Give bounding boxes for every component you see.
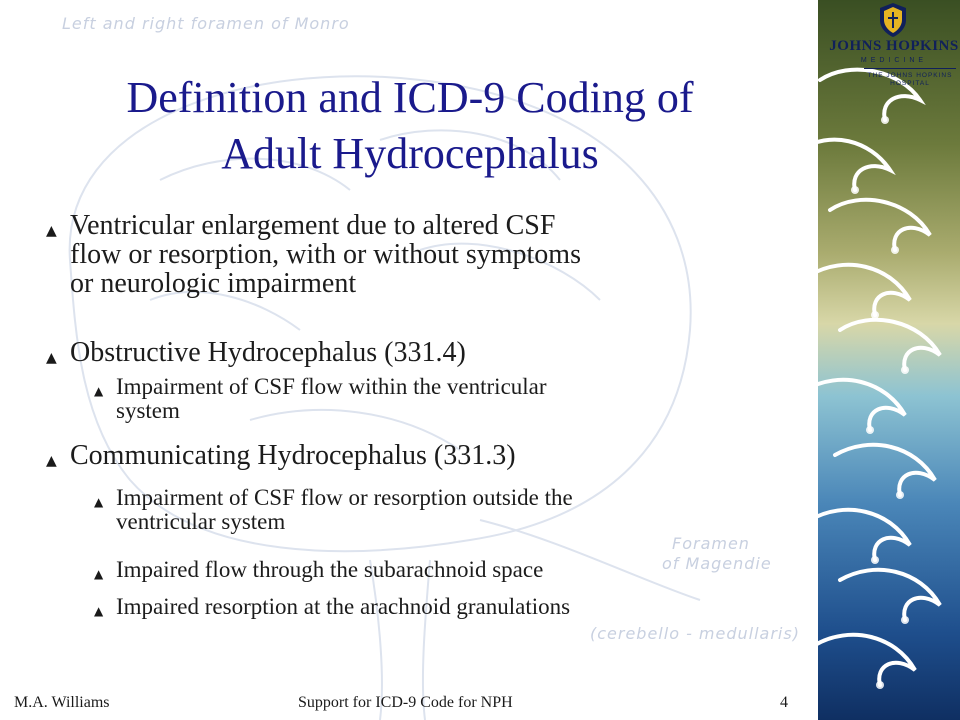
logo-hospital-line1: THE JOHNS HOPKINS [867,72,953,79]
footer-page-number: 4 [780,694,788,711]
johns-hopkins-logo [828,0,960,100]
wave-illustration [790,60,960,720]
bullet-line: ventricular system [116,509,286,534]
footer-title: Support for ICD-9 Code for NPH [298,694,513,711]
logo-hospital [864,72,956,88]
bg-label-magendie: of Magendie [662,554,772,573]
logo-hospital-line2: HOSPITAL [890,80,930,87]
bullet-line: Impairment of CSF flow within the ventricular [116,374,547,399]
bg-label-cerebello: (cerebello - medullaris) [590,624,800,643]
bullet-triangle-icon: ▲ [46,350,57,366]
bullet-line: Impaired resorption at the arachnoid granulations [116,594,571,619]
bullet-line: Communicating Hydrocephalus (331.3) [70,440,516,471]
bullet-line: system [116,398,180,423]
bullet-line: flow or resorption, with or without symptoms [70,239,581,270]
bullet-triangle-icon: ▲ [94,604,104,618]
bullet-triangle-icon: ▲ [46,223,57,239]
bg-label-foramen: Foramen [672,534,750,553]
bullet-line: Obstructive Hydrocephalus (331.4) [70,337,466,368]
logo-name: JOHNS HOPKINS [829,38,959,54]
slide-title-line1: Definition and ICD-9 Coding of [126,73,694,122]
bullet-line: Ventricular enlargement due to altered CSF [70,210,556,241]
shield-icon [878,2,908,38]
slide-title-line2: Adult Hydrocephalus [221,129,599,178]
slide-title [60,70,760,182]
bullet-line: Impaired flow through the subarachnoid space [116,557,544,582]
logo-divider [864,68,956,69]
bullet-triangle-icon: ▲ [94,567,104,581]
bg-label-monro: Left and right foramen of Monro [62,14,350,33]
bullet-triangle-icon: ▲ [94,384,104,398]
logo-sub: MEDICINE [860,57,928,64]
bullet-triangle-icon: ▲ [46,453,57,469]
bullet-line: or neurologic impairment [70,268,357,299]
bullet-triangle-icon: ▲ [94,495,104,509]
bullet-line: Impairment of CSF flow or resorption outside the [116,485,573,510]
footer-author: M.A. Williams [14,694,110,711]
